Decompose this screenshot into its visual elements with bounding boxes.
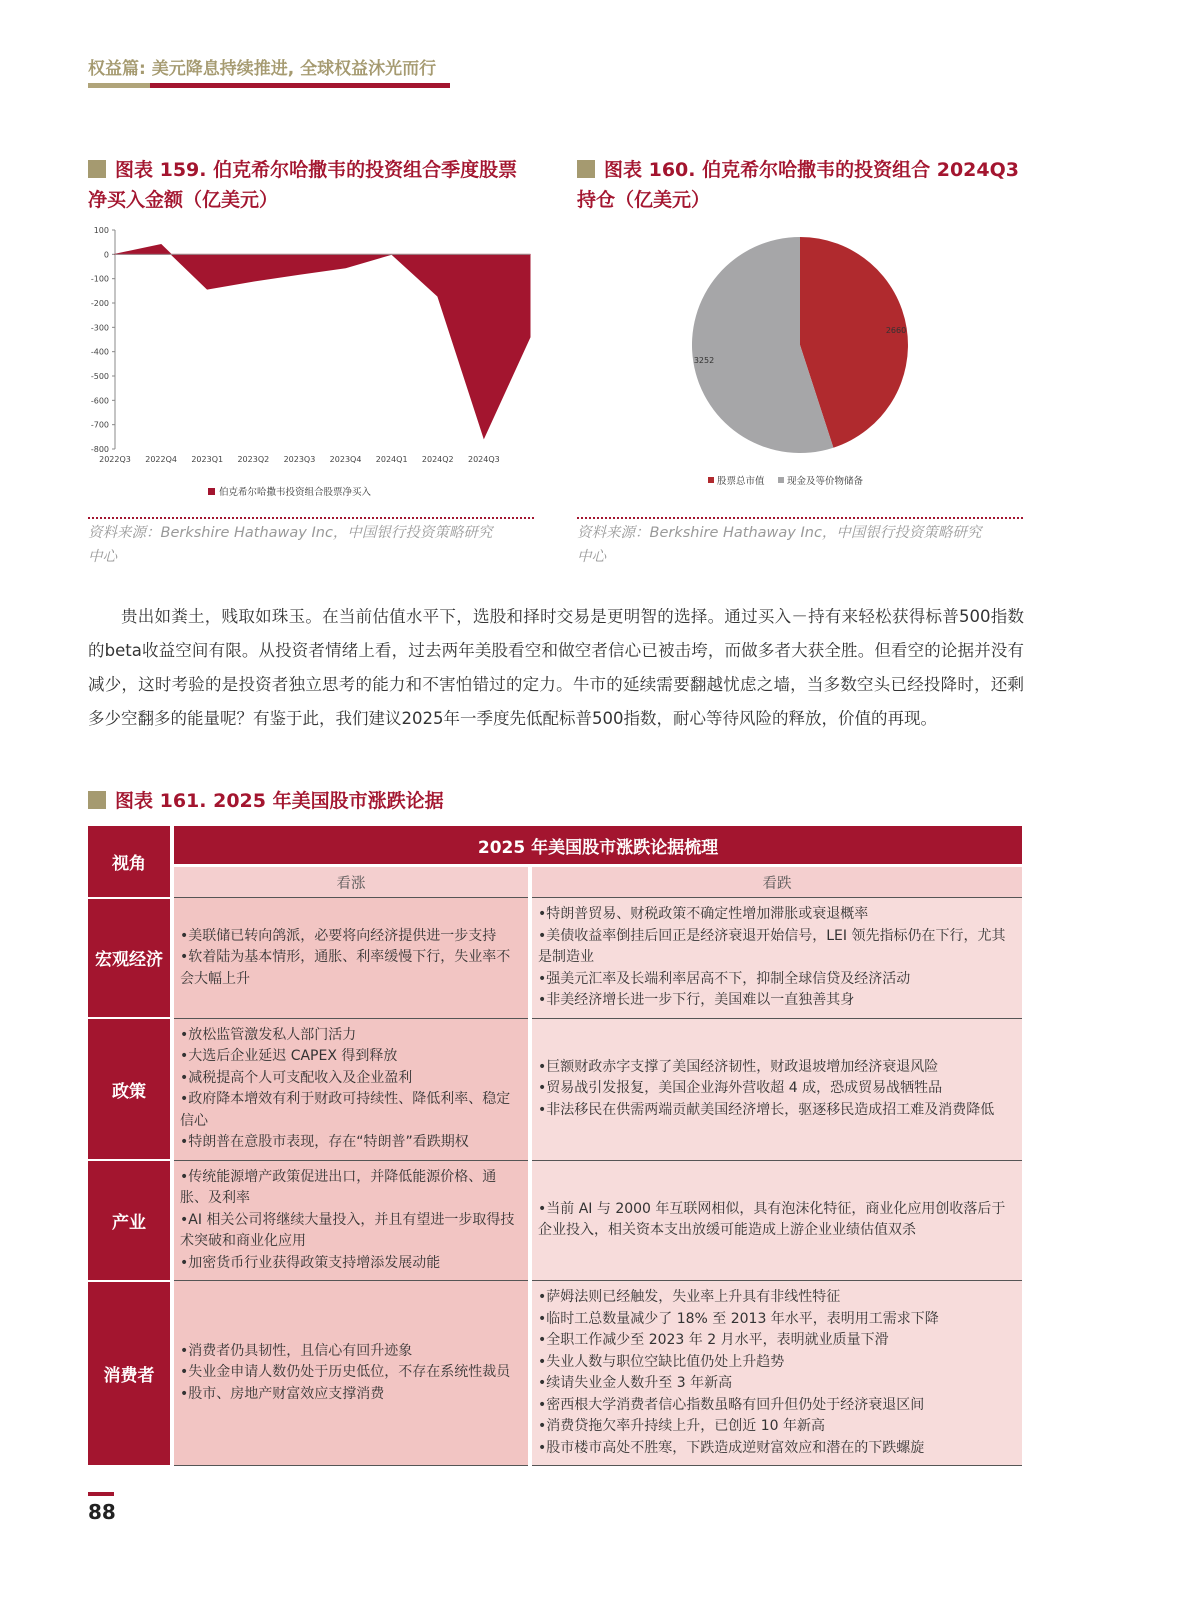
y-tick-label: -200 <box>90 299 109 308</box>
table-row-macro <box>88 898 1022 1019</box>
list-item: •软着陆为基本情形，通胀、利率缓慢下行，失业率不会大幅上升 <box>180 949 511 987</box>
list-item: •密西根大学消费者信心指数虽略有回升但仍处于经济衰退区间 <box>538 1396 925 1413</box>
y-tick-label: -300 <box>90 323 109 333</box>
title-square-icon <box>88 791 106 809</box>
area-chart <box>80 220 550 510</box>
area-series-fill <box>115 245 530 438</box>
list-item: •放松监管激发私人部门活力 <box>180 1026 357 1043</box>
y-tick-label: 0 <box>103 250 109 260</box>
arguments-table-container <box>88 826 1022 1467</box>
list-item: •全职工作减少至 2023 年 2 月水平，表明就业质量下滑 <box>538 1332 889 1348</box>
x-tick-label: 2022Q3 <box>99 455 131 464</box>
table-row-consumer <box>88 1281 1022 1466</box>
table-row-policy <box>88 1018 1022 1160</box>
bear-cell-policy <box>530 1018 1022 1160</box>
y-tick-label: -500 <box>90 372 109 381</box>
figure-159-divider <box>88 517 534 519</box>
body-paragraph: 贵出如粪土，贱取如珠玉。在当前估值水平下，选股和择时交易是更明智的选择。通过买入－持有来轻松获得标普500指数的beta收益空间有限。从投资者情绪上看，过去两年美股看空和做空者信心已被击垮，而做多者大获全胜。但看空的论据并没有减少，这时考验的是投资者独立思考的能力和不害怕错过的定力。牛市的延续需要翻越忧虑之墙，当多数空头已经投降时，还剩多少空翻多的能量呢？有鉴于此，我们建议2025年一季度先低配标普500指数，耐心等待风险的释放，价值的再现。 <box>88 607 1024 728</box>
x-tick-label: 2024Q2 <box>421 455 454 464</box>
legend-label: 股票总市值 <box>717 476 765 487</box>
bull-cell-macro <box>172 898 530 1019</box>
y-tick-label: -600 <box>90 396 109 406</box>
bear-cell-consumer <box>530 1281 1022 1466</box>
list-item: •美债收益率倒挂后回正是经济衰退开始信号，LEI 领先指标仍在下行，尤其是制造业 <box>538 927 1006 965</box>
list-item: •股市楼市高处不胜寒，下跌造成逆财富效应和潜在的下跌螺旋 <box>538 1439 925 1456</box>
row-label-consumer: 消费者 <box>88 1281 172 1466</box>
x-tick-label: 2023Q4 <box>329 455 362 464</box>
section-header-title: 权益篇: 美元降息持续推进, 全球权益沐光而行 <box>88 59 437 79</box>
list-item: •强美元汇率及长端利率居高不下，抑制全球信贷及经济活动 <box>538 970 911 987</box>
list-item: •大选后企业延迟 CAPEX 得到释放 <box>180 1048 398 1064</box>
x-tick-label: 2023Q3 <box>283 455 316 464</box>
page-number: 88 <box>88 1500 116 1524</box>
list-item: •临时工总数量减少了 18% 至 2013 年水平，表明用工需求下降 <box>538 1310 939 1327</box>
pie-chart <box>640 220 970 500</box>
row-label-policy: 政策 <box>88 1018 172 1160</box>
row-label-industry: 产业 <box>88 1160 172 1281</box>
list-item: •政府降本增效有利于财政可持续性、降低利率、稳定信心 <box>180 1091 511 1129</box>
list-item: •特朗普在意股市表现，存在“特朗普”看跌期权 <box>180 1134 469 1150</box>
figure-160-source: 资料来源：Berkshire Hathaway Inc，中国银行投资策略研究 中心 <box>577 525 982 565</box>
x-tick-label: 2024Q1 <box>375 455 408 464</box>
list-item: •萨姆法则已经触发，失业率上升具有非线性特征 <box>538 1289 841 1305</box>
bull-cell-industry <box>172 1160 530 1281</box>
bull-cell-policy <box>172 1018 530 1160</box>
figure-160-title: 图表 160. 伯克希尔哈撒韦的投资组合 2024Q3 持仓（亿美元） <box>577 159 1019 211</box>
list-item: •巨额财政赤字支撑了美国经济韧性，财政退坡增加经济衰退风险 <box>538 1058 939 1075</box>
y-tick-label: -100 <box>90 274 109 284</box>
figure-159-title: 图表 159. 伯克希尔哈撒韦的投资组合季度股票 净买入金额（亿美元） <box>88 159 518 211</box>
legend-label: 现金及等价物储备 <box>787 476 864 487</box>
y-tick-label: -400 <box>90 347 109 357</box>
x-tick-label: 2022Q4 <box>145 455 177 464</box>
x-tick-label: 2023Q2 <box>237 455 270 464</box>
list-item: •非法移民在供需两端贡献美国经济增长，驱逐移民造成招工难及消费降低 <box>538 1101 995 1118</box>
list-item: •加密货币行业获得政策支持增添发展动能 <box>180 1254 441 1271</box>
figure-161-title: 图表 161. 2025 年美国股市涨跌论据 <box>88 786 788 816</box>
list-item: •消费者仍具韧性，且信心有回升迹象 <box>180 1342 413 1359</box>
list-item: •美联储已转向鸽派，必要将向经济提供进一步支持 <box>180 927 497 944</box>
list-item: •减税提高个人可支配收入及企业盈利 <box>180 1069 413 1086</box>
header-rule-gold <box>88 83 150 88</box>
arguments-table <box>88 826 1022 1467</box>
x-tick-label: 2024Q3 <box>468 455 500 464</box>
bear-header: 看跌 <box>530 866 1022 898</box>
list-item: •消费贷拖欠率升持续上升，已创近 10 年新高 <box>538 1418 825 1434</box>
bull-header: 看涨 <box>172 866 530 898</box>
bear-cell-industry <box>530 1160 1022 1281</box>
list-item: •股市、房地产财富效应支撑消费 <box>180 1385 385 1402</box>
title-square-icon <box>88 160 106 178</box>
legend-swatch <box>708 477 714 483</box>
y-tick-label: 100 <box>93 226 109 235</box>
figure-160-divider <box>577 517 1023 519</box>
list-item: •当前 AI 与 2000 年互联网相似，具有泡沫化特征，商业化应用创收落后于企业投入，相关资本支出放缓可能造成上游企业业绩估值双杀 <box>538 1200 1006 1239</box>
bull-cell-consumer <box>172 1281 530 1466</box>
row-label-macro: 宏观经济 <box>88 898 172 1019</box>
perspective-header: 视角 <box>88 826 172 898</box>
list-item: •失业金申请人数仍处于历史低位，不存在系统性裁员 <box>180 1364 511 1381</box>
list-item: •AI 相关公司将继续大量投入，并且有望进一步取得技术突破和商业化应用 <box>180 1211 515 1249</box>
list-item: •续请失业金人数升至 3 年新高 <box>538 1375 733 1391</box>
list-item: •传统能源增产政策促进出口，并降低能源价格、通胀、及利率 <box>180 1168 497 1206</box>
list-item: •贸易战引发报复，美国企业海外营收超 4 成，恐成贸易战牺牲品 <box>538 1080 943 1097</box>
page-number-bar <box>88 1492 114 1496</box>
list-item: •失业人数与职位空缺比值仍处上升趋势 <box>538 1353 785 1370</box>
title-square-icon <box>577 160 595 178</box>
pie-data-label: 2660 <box>885 325 907 335</box>
legend-swatch <box>778 477 784 483</box>
table-row-industry <box>88 1160 1022 1281</box>
figure-159-source: 资料来源：Berkshire Hathaway Inc，中国银行投资策略研究 中心 <box>88 525 493 565</box>
list-item: •特朗普贸易、财税政策不确定性增加滞胀或衰退概率 <box>538 906 869 922</box>
y-tick-label: -700 <box>90 420 109 430</box>
legend-label: 伯克希尔哈撒韦投资组合股票净买入 <box>219 487 372 498</box>
x-tick-label: 2023Q1 <box>191 455 224 464</box>
list-item: •非美经济增长进一步下行，美国难以一直独善其身 <box>538 992 855 1008</box>
table-main-header: 2025 年美国股市涨跌论据梳理 <box>172 826 1022 866</box>
header-rule-red <box>150 83 450 88</box>
pie-data-label: 3252 <box>693 356 715 366</box>
y-tick-label: -800 <box>90 445 109 454</box>
bear-cell-macro <box>530 898 1022 1019</box>
legend-swatch <box>208 488 215 495</box>
